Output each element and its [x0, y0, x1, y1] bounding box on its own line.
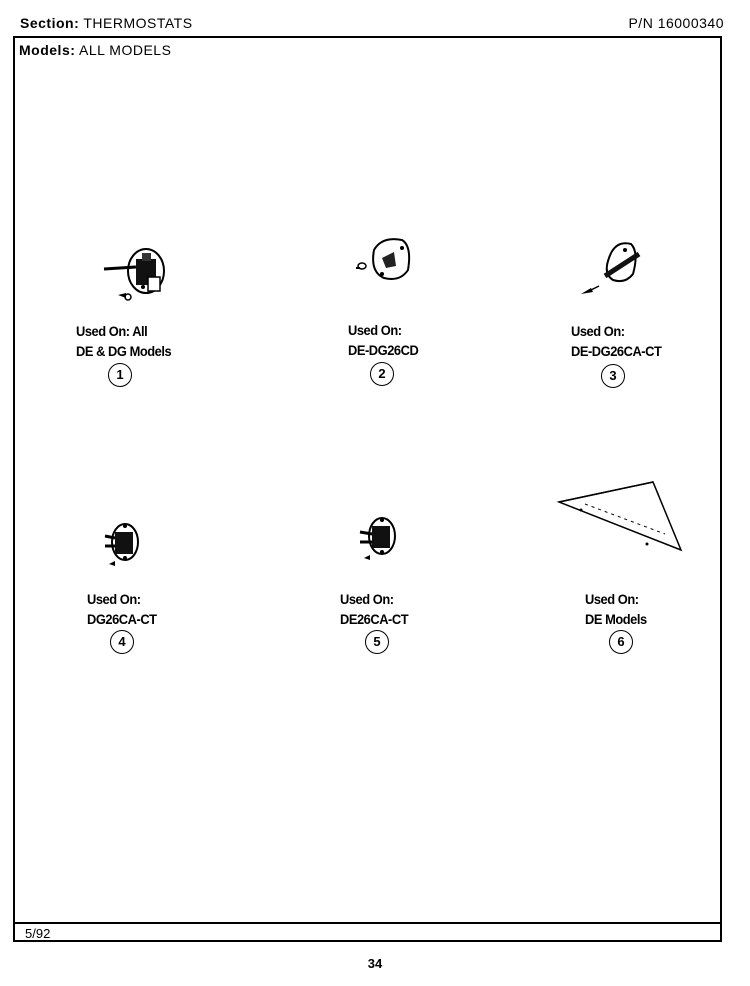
callout-5: 5 — [365, 630, 389, 654]
callout-3: 3 — [601, 364, 625, 388]
page-number: 34 — [367, 956, 383, 971]
models-header — [19, 42, 171, 58]
part-1-used-on: Used On: All — [76, 323, 148, 339]
part-4-models: DG26CA-CT — [87, 611, 157, 627]
callout-1: 1 — [108, 363, 132, 387]
callout-4: 4 — [110, 630, 134, 654]
section-header — [20, 15, 193, 31]
heat-shield-icon — [555, 478, 685, 558]
models-label: Models: — [19, 42, 76, 58]
section-value: THERMOSTATS — [83, 15, 193, 31]
thermostat-with-bracket-icon — [98, 245, 188, 310]
part-5-models: DE26CA-CT — [340, 611, 409, 627]
callout-2: 2 — [370, 362, 394, 386]
part-6-used-on: Used On: — [585, 591, 639, 607]
part-4-used-on: Used On: — [87, 591, 141, 607]
part-5-used-on: Used On: — [340, 591, 394, 607]
part-2-used-on: Used On: — [348, 322, 402, 338]
disc-thermostat-with-strap-icon — [575, 236, 655, 302]
footer-divider — [15, 922, 720, 924]
callout-6: 6 — [609, 630, 633, 654]
part-6-models: DE Models — [585, 611, 647, 627]
pn-label: P/N — [628, 15, 654, 31]
part-number-header — [628, 15, 724, 31]
part-3-used-on: Used On: — [571, 323, 625, 339]
date-code: 5/92 — [25, 926, 51, 941]
thermostat-with-terminals-icon — [95, 518, 155, 576]
part-2-models: DE-DG26CD — [348, 342, 419, 358]
models-value: ALL MODELS — [79, 42, 172, 58]
thermostat-with-terminals-icon — [350, 512, 410, 570]
part-1-models: DE & DG Models — [76, 343, 172, 359]
section-label: Section: — [20, 15, 80, 31]
disc-thermostat-icon — [352, 232, 422, 292]
part-3-models: DE-DG26CA-CT — [571, 343, 662, 359]
pn-value: 16000340 — [657, 15, 724, 31]
